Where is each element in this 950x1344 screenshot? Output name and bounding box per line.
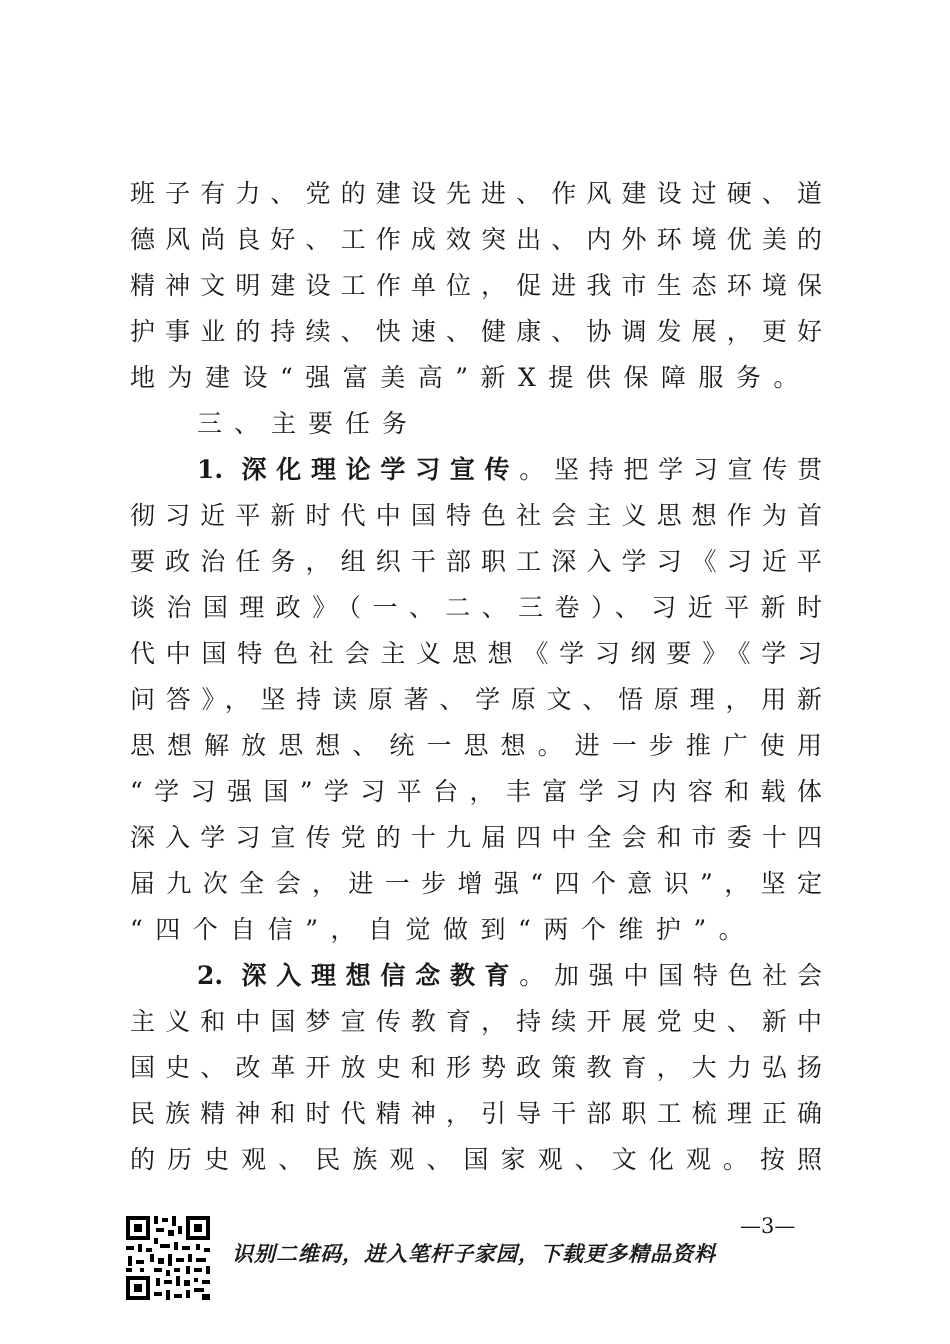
- body-line: 主义和中国梦宣传教育，持续开展党史、新中: [130, 1007, 822, 1036]
- body-line: 地为建设“强富美高”新X提供保障服务。: [130, 363, 811, 392]
- item2-first-line: [197, 953, 822, 999]
- body-line: 护事业的持续、快速、健康、协调发展，更好: [130, 317, 822, 346]
- body-line: 班子有力、党的建设先进、作风建设过硬、道: [130, 179, 822, 208]
- footer-promo-text: 识别二维码，进入笔杆子家园，下载更多精品资料: [232, 1241, 716, 1266]
- body-line: 彻习近平新时代中国特色社会主义思想作为首: [130, 501, 822, 530]
- body-line: 思想解放思想、统一思想。进一步推广使用: [130, 731, 822, 760]
- page-number: —3—: [740, 1214, 796, 1238]
- body-line: 代中国特色社会主义思想《学习纲要》《学习: [130, 639, 822, 668]
- body-line: 精神文明建设工作单位，促进我市生态环境保: [130, 271, 822, 300]
- body-line: 问答》，坚持读原著、学原文、悟原理，用新: [130, 685, 822, 714]
- body-line: 届九次全会，进一步增强“四个意识”，坚定: [130, 869, 822, 898]
- body-line: 深入学习宣传党的十九届四中全会和市委十四: [130, 823, 822, 852]
- item2-title: 2. 深入理想信念教育: [197, 961, 520, 990]
- item1-first-line: [197, 447, 822, 493]
- section-heading: 三、主要任务: [197, 409, 420, 438]
- item1-title: 1. 深化理论学习宣传: [197, 455, 520, 484]
- body-line: “学习强国”学习平台，丰富学习内容和载体: [130, 777, 822, 806]
- qr-code-icon[interactable]: [124, 1214, 212, 1302]
- body-line: 的历史观、民族观、国家观、文化观。按照: [130, 1145, 822, 1174]
- item1-first-line-rest: 。坚持把学习宣传贯: [519, 455, 822, 484]
- body-line: 民族精神和时代精神，引导干部职工梳理正确: [130, 1099, 822, 1128]
- body-line: 德风尚良好、工作成效突出、内外环境优美的: [130, 225, 822, 254]
- body-line: 国史、改革开放史和形势政策教育，大力弘扬: [130, 1053, 822, 1082]
- body-line: “四个自信”，自觉做到“两个维护”。: [130, 915, 757, 944]
- body-line: 谈治国理政》（一、二、三卷）、习近平新时: [130, 593, 822, 622]
- item2-first-line-rest: 。加强中国特色社会: [519, 961, 822, 990]
- body-line: 要政治任务，组织干部职工深入学习《习近平: [130, 547, 822, 576]
